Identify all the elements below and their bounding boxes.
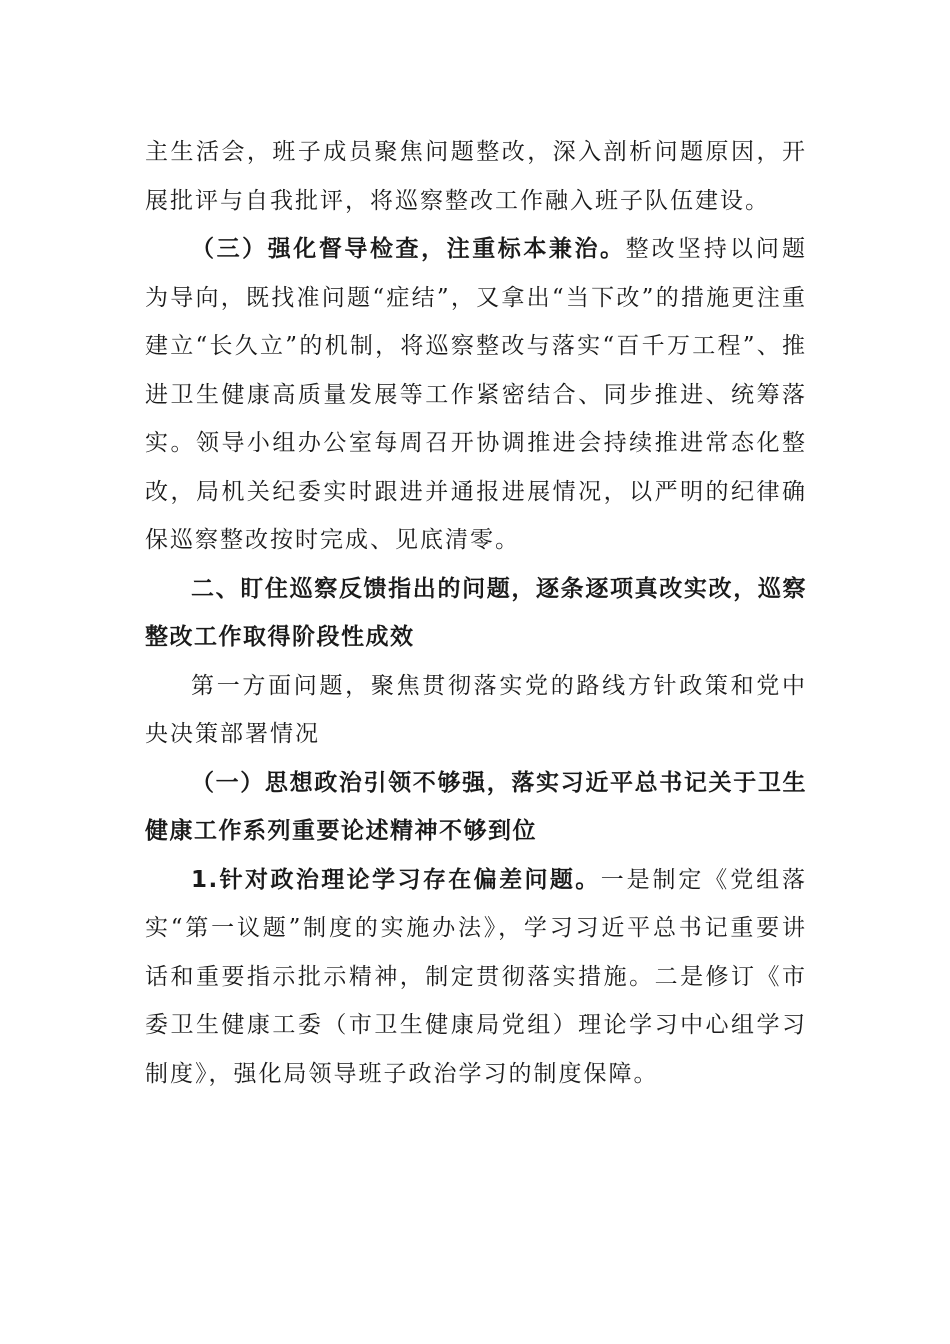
subsection-heading-1 bbox=[145, 759, 807, 856]
paragraph-aspect-1 bbox=[145, 662, 807, 759]
section-heading-2 bbox=[145, 565, 807, 662]
paragraph-lead: 1.针对政治理论学习存在偏差问题。 bbox=[191, 866, 601, 893]
paragraph-text: 整改坚持以问题为导向，既找准问题“症结”，又拿出“当下改”的措施更注重建立“长久立”的机制，将巡察整改与落实“百千万工程”、推进卫生健康高质量发展等工作紧密结合、同步推进、统筹落实。领导小组办公室每周召开协调推进会持续推进常态化整改，局机关纪委实时跟进并通报进展情况，以严明的纪律确保巡察整改按时完成、见底清零。 bbox=[145, 236, 808, 553]
heading-text: （一）思想政治引领不够强，落实习近平总书记关于卫生健康工作系列重要论述精神不够到位 bbox=[145, 769, 807, 844]
paragraph-section-3 bbox=[145, 225, 807, 565]
paragraph-item-1 bbox=[145, 856, 807, 1099]
document-page bbox=[145, 128, 807, 1098]
paragraph-text: 第一方面问题，聚焦贯彻落实党的路线方针政策和党中央决策部署情况 bbox=[145, 672, 807, 747]
paragraph-text: 一是制定《党组落实“第一议题”制度的实施办法》，学习习近平总书记重要讲话和重要指示批示精神，制定贯彻落实措施。二是修订《市委卫生健康工委（市卫生健康局党组）理论学习中心组学习制度》，强化局领导班子政治学习的制度保障。 bbox=[145, 866, 808, 1087]
heading-text: 二、盯住巡察反馈指出的问题，逐条逐项真改实改，巡察整改工作取得阶段性成效 bbox=[145, 575, 807, 650]
paragraph-text: 主生活会，班子成员聚焦问题整改，深入剖析问题原因，开展批评与自我批评，将巡察整改工作融入班子队伍建设。 bbox=[145, 139, 807, 214]
paragraph-continuation bbox=[145, 128, 807, 225]
paragraph-lead: （三）强化督导检查，注重标本兼治。 bbox=[191, 236, 626, 262]
